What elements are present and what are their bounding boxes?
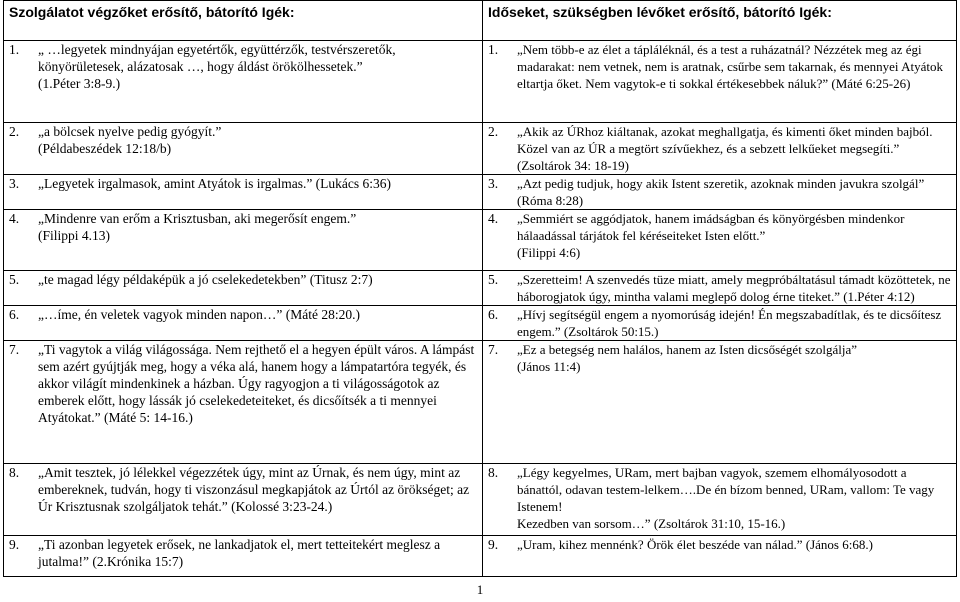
verse-text: „ …legyetek mindnyájan egyetértők, együttérzők, testvérszeretők, könyörületesek, alázatosak …, hogy áldást örökölhessetek.”: [38, 42, 396, 74]
item-number: 6.: [9, 307, 20, 322]
verse-text: „Ez a betegség nem halálos, hanem az Isten dicsőségét szolgálja”: [517, 342, 858, 357]
item-number: 3.: [488, 176, 499, 191]
verse-reference: Kezedben van sorsom…” (Zsoltárok 31:10, 15-16.): [517, 516, 786, 531]
item-number: 2.: [488, 124, 499, 139]
right-cell: [483, 341, 957, 464]
item-number: 7.: [9, 342, 20, 357]
verse-reference: (János 11:4): [517, 359, 581, 374]
right-cell: [483, 271, 957, 306]
table-header-row: [4, 1, 957, 41]
left-cell: [4, 341, 483, 464]
item-number: 3.: [9, 176, 20, 191]
left-cell: [4, 271, 483, 306]
verse-text: „Akik az ÚRhoz kiáltanak, azokat meghallgatja, és kimenti őket minden bajból. Közel van az ÚR a megtört szívűekhez, és a sebzett lelkűeket megsegíti.” (Zsoltárok 34: 18-19): [517, 124, 933, 173]
verse-text: „Szeretteim! A szenvedés tüze miatt, amely megpróbáltatásul támadt közöttetek, ne háborogjatok úgy, mintha valami meglepő dolog érne titeket.” (1.Péter 4:12): [517, 272, 951, 304]
item-number: 8.: [488, 465, 499, 480]
verse-text: „Hívj segítségül engem a nyomorúság idején! Én megszabadítlak, és te dicsőítesz engem.” (Zsoltárok 50:15.): [517, 307, 942, 339]
verse-reference: (Példabeszédek 12:18/b): [38, 141, 172, 156]
table-row: [4, 271, 957, 306]
left-cell: [4, 175, 483, 210]
verse-text: „a bölcsek nyelve pedig gyógyít.”: [38, 124, 222, 139]
right-cell: [483, 306, 957, 341]
right-cell: [483, 536, 957, 577]
right-cell: [483, 41, 957, 123]
verse-text: „Legyetek irgalmasok, amint Atyátok is irgalmas.” (Lukács 6:36): [38, 176, 392, 191]
verse-text: „Légy kegyelmes, URam, mert bajban vagyok, szemem elhomályosodott a bánattól, odavan testem-lelkem….De én bízom benned, URam, vallom: Te vagy Istenem!: [517, 465, 935, 514]
verse-text: „Amit tesztek, jó lélekkel végezzétek úgy, mint az Úrnak, és nem úgy, mint az embereknek, tudván, hogy ti viszonzásul megkapjátok az Úrtól az örökséget; az Úr Krisztusnak szolgáljatok tehát.” (Kolossé 3:23-24.): [38, 465, 470, 514]
verse-text: „Uram, kihez mennénk? Örök élet beszéde van nálad.” (János 6:68.): [517, 537, 873, 552]
left-cell: [4, 464, 483, 536]
left-cell: [4, 41, 483, 123]
right-cell: [483, 123, 957, 175]
right-cell: [483, 210, 957, 271]
table-row: [4, 464, 957, 536]
table-row: [4, 123, 957, 175]
verse-text: „Mindenre van erőm a Krisztusban, aki megerősít engem.”: [38, 211, 357, 226]
verse-text: „te magad légy példaképük a jó cselekedetekben” (Titusz 2:7): [38, 272, 373, 287]
table-row: [4, 175, 957, 210]
item-number: 2.: [9, 124, 20, 139]
left-cell: [4, 306, 483, 341]
right-cell: [483, 175, 957, 210]
left-cell: [4, 123, 483, 175]
verse-text: „…íme, én veletek vagyok minden napon…” (Máté 28:20.): [38, 307, 361, 322]
item-number: 4.: [488, 211, 499, 226]
right-column-header: Időseket, szükségben lévőket erősítő, bátorító Igék:: [483, 1, 957, 41]
item-number: 8.: [9, 465, 20, 480]
item-number: 9.: [488, 537, 499, 552]
table-row: [4, 536, 957, 577]
verse-text: „Azt pedig tudjuk, hogy akik Istent szeretik, azoknak minden javukra szolgál” (Róma 8:28): [517, 176, 925, 208]
table-row: [4, 306, 957, 341]
item-number: 6.: [488, 307, 499, 322]
verse-reference: (Filippi 4.13): [38, 228, 111, 243]
left-cell: [4, 210, 483, 271]
right-cell: [483, 464, 957, 536]
verses-table: [3, 0, 957, 577]
item-number: 7.: [488, 342, 499, 357]
left-column-header: Szolgálatot végzőket erősítő, bátorító Igék:: [4, 1, 483, 41]
table-row: [4, 341, 957, 464]
verse-text: „Nem több-e az élet a tápláléknál, és a test a ruházatnál? Nézzétek meg az égi madarakat: nem vetnek, nem is aratnak, csűrbe sem takarnak, és mennyei Atyátok eltartja őket. Nem vagytok-e ti sokkal értékesebbek náluk?” (Máté 6:25-26): [517, 42, 943, 91]
table-row: [4, 41, 957, 123]
verse-text: „Ti vagytok a világ világossága. Nem rejthető el a hegyen épült város. A lámpást sem azért gyújtják meg, hogy a véka alá, hanem hogy a lámpatartóra tegyék, és akkor világít mindenkinek a házban. Úgy ragyogjon a ti világosságotok az emberek előtt, hogy lássák jó cselekedeteiteket, és dicsőítsék a ti mennyei Atyátokat.” (Máté 5: 14-16.): [38, 342, 475, 425]
verse-reference: (Filippi 4:6): [517, 245, 581, 260]
left-cell: [4, 536, 483, 577]
item-number: 1.: [488, 42, 499, 57]
page-number: 1: [476, 582, 484, 597]
table-row: [4, 210, 957, 271]
verse-reference: (1.Péter 3:8-9.): [38, 76, 121, 91]
item-number: 4.: [9, 211, 20, 226]
item-number: 5.: [488, 272, 499, 287]
verse-text: „Ti azonban legyetek erősek, ne lankadjatok el, mert tetteitekért meglesz a jutalma!” (2.Krónika 15:7): [38, 537, 441, 569]
item-number: 9.: [9, 537, 20, 552]
item-number: 1.: [9, 42, 20, 57]
verse-text: „Semmiért se aggódjatok, hanem imádságban és könyörgésben mindenkor hálaadással tárjátok fel kéréseiteket Isten előtt.”: [517, 211, 905, 243]
item-number: 5.: [9, 272, 20, 287]
